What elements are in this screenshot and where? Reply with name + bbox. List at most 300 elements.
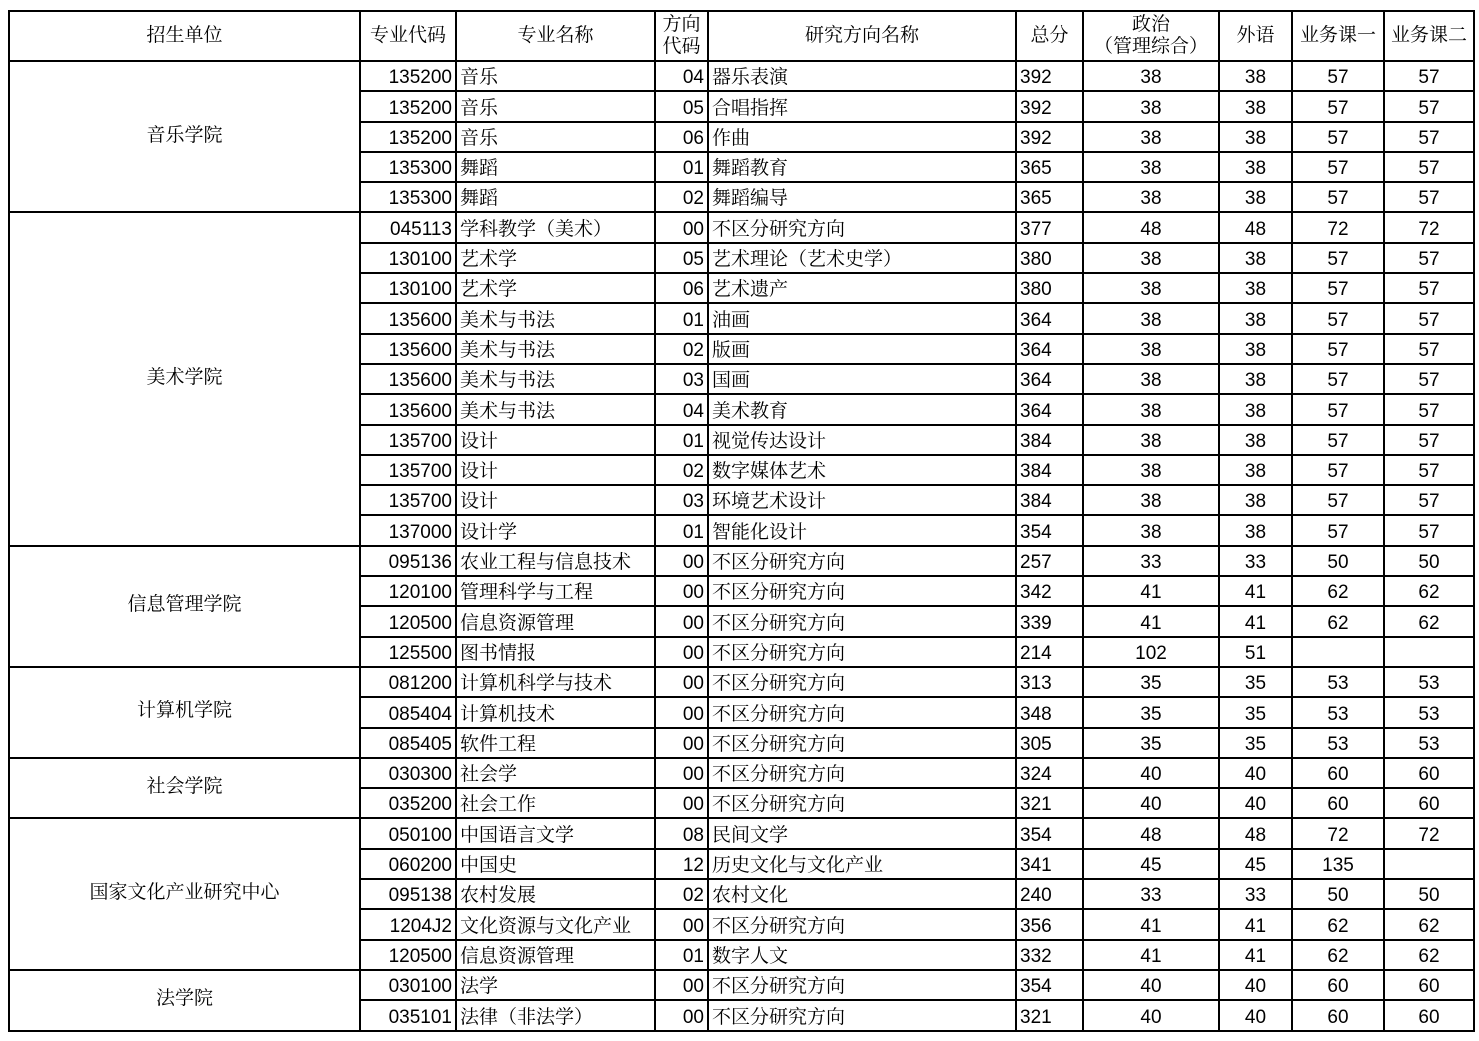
direction-code-cell: 00 [655, 576, 708, 606]
header-direction-code-line1: 方向 [662, 14, 701, 35]
major-code-cell: 135600 [360, 303, 456, 333]
course1-score-cell: 62 [1292, 940, 1384, 970]
major-code-cell: 135300 [360, 182, 456, 212]
total-score-cell: 332 [1016, 940, 1083, 970]
course2-score-cell: 62 [1384, 606, 1474, 636]
direction-code-cell: 00 [655, 728, 708, 758]
major-name-cell: 舞蹈 [456, 152, 655, 182]
direction-name-cell: 版画 [708, 334, 1016, 364]
foreign-language-score-cell: 35 [1219, 667, 1292, 697]
major-name-cell: 音乐 [456, 122, 655, 152]
direction-name-cell: 智能化设计 [708, 515, 1016, 545]
politics-score-cell: 41 [1083, 576, 1219, 606]
direction-code-cell: 00 [655, 606, 708, 636]
foreign-language-score-cell: 51 [1219, 637, 1292, 667]
direction-code-cell: 05 [655, 243, 708, 273]
major-name-cell: 社会工作 [456, 788, 655, 818]
total-score-cell: 392 [1016, 91, 1083, 121]
politics-score-cell: 40 [1083, 1000, 1219, 1030]
total-score-cell: 364 [1016, 303, 1083, 333]
foreign-language-score-cell: 38 [1219, 425, 1292, 455]
course2-score-cell: 57 [1384, 394, 1474, 424]
direction-code-cell: 01 [655, 303, 708, 333]
course2-score-cell: 53 [1384, 728, 1474, 758]
politics-score-cell: 41 [1083, 606, 1219, 636]
course1-score-cell: 57 [1292, 485, 1384, 515]
direction-code-cell: 03 [655, 364, 708, 394]
direction-code-cell: 01 [655, 940, 708, 970]
direction-code-cell: 08 [655, 818, 708, 848]
foreign-language-score-cell: 38 [1219, 394, 1292, 424]
politics-score-cell: 38 [1083, 61, 1219, 91]
course2-score-cell: 53 [1384, 667, 1474, 697]
direction-code-cell: 01 [655, 425, 708, 455]
course1-score-cell: 62 [1292, 606, 1384, 636]
total-score-cell: 257 [1016, 546, 1083, 576]
direction-name-cell: 不区分研究方向 [708, 728, 1016, 758]
total-score-cell: 342 [1016, 576, 1083, 606]
foreign-language-score-cell: 38 [1219, 334, 1292, 364]
major-code-cell: 135600 [360, 364, 456, 394]
header-unit: 招生单位 [9, 11, 360, 61]
major-code-cell: 085405 [360, 728, 456, 758]
course1-score-cell: 50 [1292, 879, 1384, 909]
total-score-cell: 365 [1016, 152, 1083, 182]
course2-score-cell: 60 [1384, 970, 1474, 1000]
direction-code-cell: 00 [655, 637, 708, 667]
major-code-cell: 130100 [360, 243, 456, 273]
header-row [9, 11, 1474, 61]
course1-score-cell: 57 [1292, 455, 1384, 485]
header-direction-code-line2: 代码 [662, 36, 701, 57]
direction-name-cell: 不区分研究方向 [708, 212, 1016, 242]
major-code-cell: 095136 [360, 546, 456, 576]
foreign-language-score-cell: 41 [1219, 606, 1292, 636]
major-code-cell: 135700 [360, 485, 456, 515]
total-score-cell: 321 [1016, 1000, 1083, 1030]
unit-cell: 社会学院 [9, 758, 360, 819]
foreign-language-score-cell: 38 [1219, 303, 1292, 333]
unit-cell: 信息管理学院 [9, 546, 360, 667]
direction-code-cell: 02 [655, 182, 708, 212]
major-code-cell: 120100 [360, 576, 456, 606]
course2-score-cell: 57 [1384, 425, 1474, 455]
course1-score-cell: 50 [1292, 546, 1384, 576]
direction-name-cell: 历史文化与文化产业 [708, 849, 1016, 879]
foreign-language-score-cell: 40 [1219, 788, 1292, 818]
direction-name-cell: 艺术理论（艺术史学） [708, 243, 1016, 273]
foreign-language-score-cell: 48 [1219, 212, 1292, 242]
course1-score-cell: 72 [1292, 818, 1384, 848]
total-score-cell: 392 [1016, 61, 1083, 91]
total-score-cell: 354 [1016, 970, 1083, 1000]
politics-score-cell: 38 [1083, 455, 1219, 485]
total-score-cell: 348 [1016, 697, 1083, 727]
total-score-cell: 364 [1016, 394, 1083, 424]
major-code-cell: 120500 [360, 606, 456, 636]
direction-code-cell: 02 [655, 455, 708, 485]
direction-name-cell: 农村文化 [708, 879, 1016, 909]
course1-score-cell: 57 [1292, 61, 1384, 91]
score-line-table [8, 10, 1475, 1032]
major-code-cell: 085404 [360, 697, 456, 727]
direction-code-cell: 01 [655, 152, 708, 182]
major-code-cell: 095138 [360, 879, 456, 909]
politics-score-cell: 38 [1083, 243, 1219, 273]
politics-score-cell: 48 [1083, 212, 1219, 242]
total-score-cell: 392 [1016, 122, 1083, 152]
course2-score-cell: 50 [1384, 879, 1474, 909]
major-code-cell: 035200 [360, 788, 456, 818]
politics-score-cell: 38 [1083, 91, 1219, 121]
foreign-language-score-cell: 38 [1219, 243, 1292, 273]
course1-score-cell: 60 [1292, 758, 1384, 788]
table-body [9, 61, 1474, 1031]
politics-score-cell: 41 [1083, 909, 1219, 939]
direction-code-cell: 12 [655, 849, 708, 879]
politics-score-cell: 38 [1083, 273, 1219, 303]
total-score-cell: 339 [1016, 606, 1083, 636]
politics-score-cell: 33 [1083, 546, 1219, 576]
course2-score-cell: 57 [1384, 273, 1474, 303]
foreign-language-score-cell: 38 [1219, 152, 1292, 182]
total-score-cell: 321 [1016, 788, 1083, 818]
course2-score-cell: 60 [1384, 788, 1474, 818]
major-code-cell: 050100 [360, 818, 456, 848]
politics-score-cell: 38 [1083, 394, 1219, 424]
direction-code-cell: 06 [655, 122, 708, 152]
politics-score-cell: 35 [1083, 667, 1219, 697]
direction-name-cell: 不区分研究方向 [708, 788, 1016, 818]
direction-code-cell: 04 [655, 61, 708, 91]
total-score-cell: 354 [1016, 818, 1083, 848]
direction-code-cell: 00 [655, 758, 708, 788]
total-score-cell: 377 [1016, 212, 1083, 242]
major-code-cell: 135600 [360, 394, 456, 424]
header-total: 总分 [1016, 11, 1083, 61]
major-name-cell: 艺术学 [456, 243, 655, 273]
politics-score-cell: 40 [1083, 970, 1219, 1000]
politics-score-cell: 35 [1083, 728, 1219, 758]
major-code-cell: 135200 [360, 61, 456, 91]
course1-score-cell: 135 [1292, 849, 1384, 879]
total-score-cell: 384 [1016, 455, 1083, 485]
politics-score-cell: 38 [1083, 334, 1219, 364]
total-score-cell: 380 [1016, 273, 1083, 303]
foreign-language-score-cell: 38 [1219, 91, 1292, 121]
foreign-language-score-cell: 38 [1219, 515, 1292, 545]
politics-score-cell: 38 [1083, 515, 1219, 545]
course1-score-cell: 57 [1292, 425, 1384, 455]
header-politics-line1: 政治 [1131, 14, 1170, 35]
major-name-cell: 美术与书法 [456, 394, 655, 424]
total-score-cell: 354 [1016, 515, 1083, 545]
major-name-cell: 文化资源与文化产业 [456, 909, 655, 939]
politics-score-cell: 33 [1083, 879, 1219, 909]
foreign-language-score-cell: 38 [1219, 455, 1292, 485]
unit-cell: 法学院 [9, 970, 360, 1031]
major-name-cell: 法律（非法学） [456, 1000, 655, 1030]
foreign-language-score-cell: 38 [1219, 61, 1292, 91]
politics-score-cell: 38 [1083, 152, 1219, 182]
direction-name-cell: 数字媒体艺术 [708, 455, 1016, 485]
course2-score-cell: 57 [1384, 61, 1474, 91]
course2-score-cell: 60 [1384, 758, 1474, 788]
major-name-cell: 设计 [456, 425, 655, 455]
politics-score-cell: 38 [1083, 182, 1219, 212]
major-name-cell: 图书情报 [456, 637, 655, 667]
major-name-cell: 管理科学与工程 [456, 576, 655, 606]
header-major-name: 专业名称 [456, 11, 655, 61]
major-code-cell: 045113 [360, 212, 456, 242]
direction-name-cell: 不区分研究方向 [708, 667, 1016, 697]
total-score-cell: 341 [1016, 849, 1083, 879]
foreign-language-score-cell: 35 [1219, 697, 1292, 727]
foreign-language-score-cell: 38 [1219, 182, 1292, 212]
course2-score-cell: 72 [1384, 818, 1474, 848]
major-name-cell: 设计学 [456, 515, 655, 545]
course1-score-cell: 57 [1292, 364, 1384, 394]
course1-score-cell: 60 [1292, 1000, 1384, 1030]
course1-score-cell: 60 [1292, 788, 1384, 818]
course2-score-cell: 57 [1384, 455, 1474, 485]
table-row [9, 667, 1474, 697]
direction-name-cell: 不区分研究方向 [708, 637, 1016, 667]
politics-score-cell: 41 [1083, 940, 1219, 970]
course1-score-cell: 62 [1292, 576, 1384, 606]
course1-score-cell: 60 [1292, 970, 1384, 1000]
total-score-cell: 313 [1016, 667, 1083, 697]
direction-code-cell: 05 [655, 91, 708, 121]
politics-score-cell: 48 [1083, 818, 1219, 848]
foreign-language-score-cell: 35 [1219, 728, 1292, 758]
politics-score-cell: 38 [1083, 364, 1219, 394]
direction-code-cell: 00 [655, 667, 708, 697]
major-name-cell: 计算机科学与技术 [456, 667, 655, 697]
course2-score-cell: 50 [1384, 546, 1474, 576]
table-row [9, 212, 1474, 242]
major-code-cell: 120500 [360, 940, 456, 970]
major-name-cell: 美术与书法 [456, 334, 655, 364]
course2-score-cell: 57 [1384, 152, 1474, 182]
direction-name-cell: 国画 [708, 364, 1016, 394]
course2-score-cell: 57 [1384, 364, 1474, 394]
foreign-language-score-cell: 38 [1219, 122, 1292, 152]
major-code-cell: 125500 [360, 637, 456, 667]
course1-score-cell: 57 [1292, 515, 1384, 545]
major-code-cell: 135200 [360, 122, 456, 152]
header-course2: 业务课二 [1384, 11, 1474, 61]
course1-score-cell: 57 [1292, 394, 1384, 424]
course1-score-cell: 57 [1292, 182, 1384, 212]
major-name-cell: 中国史 [456, 849, 655, 879]
course1-score-cell: 57 [1292, 273, 1384, 303]
header-major-code: 专业代码 [360, 11, 456, 61]
major-name-cell: 信息资源管理 [456, 940, 655, 970]
major-code-cell: 035101 [360, 1000, 456, 1030]
major-code-cell: 1204J2 [360, 909, 456, 939]
table-row [9, 970, 1474, 1000]
direction-code-cell: 00 [655, 697, 708, 727]
direction-name-cell: 数字人文 [708, 940, 1016, 970]
course1-score-cell: 57 [1292, 243, 1384, 273]
major-code-cell: 137000 [360, 515, 456, 545]
foreign-language-score-cell: 41 [1219, 576, 1292, 606]
direction-name-cell: 器乐表演 [708, 61, 1016, 91]
course2-score-cell [1384, 637, 1474, 667]
direction-name-cell: 不区分研究方向 [708, 909, 1016, 939]
course2-score-cell: 53 [1384, 697, 1474, 727]
course2-score-cell: 57 [1384, 485, 1474, 515]
major-name-cell: 法学 [456, 970, 655, 1000]
direction-code-cell: 03 [655, 485, 708, 515]
foreign-language-score-cell: 40 [1219, 758, 1292, 788]
major-name-cell: 社会学 [456, 758, 655, 788]
direction-name-cell: 民间文学 [708, 818, 1016, 848]
header-foreign-language: 外语 [1219, 11, 1292, 61]
course1-score-cell: 57 [1292, 91, 1384, 121]
course2-score-cell: 57 [1384, 334, 1474, 364]
total-score-cell: 305 [1016, 728, 1083, 758]
major-code-cell: 135600 [360, 334, 456, 364]
direction-name-cell: 美术教育 [708, 394, 1016, 424]
politics-score-cell: 38 [1083, 122, 1219, 152]
major-code-cell: 060200 [360, 849, 456, 879]
course2-score-cell: 57 [1384, 303, 1474, 333]
course2-score-cell: 62 [1384, 576, 1474, 606]
foreign-language-score-cell: 38 [1219, 485, 1292, 515]
major-name-cell: 中国语言文学 [456, 818, 655, 848]
major-name-cell: 学科教学（美术） [456, 212, 655, 242]
major-name-cell: 美术与书法 [456, 303, 655, 333]
direction-code-cell: 00 [655, 909, 708, 939]
course1-score-cell [1292, 637, 1384, 667]
unit-cell: 美术学院 [9, 212, 360, 545]
foreign-language-score-cell: 38 [1219, 364, 1292, 394]
total-score-cell: 380 [1016, 243, 1083, 273]
total-score-cell: 384 [1016, 485, 1083, 515]
major-name-cell: 农业工程与信息技术 [456, 546, 655, 576]
course1-score-cell: 53 [1292, 728, 1384, 758]
major-code-cell: 130100 [360, 273, 456, 303]
direction-name-cell: 不区分研究方向 [708, 546, 1016, 576]
unit-cell: 国家文化产业研究中心 [9, 818, 360, 969]
direction-name-cell: 不区分研究方向 [708, 606, 1016, 636]
major-name-cell: 计算机技术 [456, 697, 655, 727]
politics-score-cell: 102 [1083, 637, 1219, 667]
foreign-language-score-cell: 40 [1219, 1000, 1292, 1030]
politics-score-cell: 40 [1083, 758, 1219, 788]
direction-name-cell: 视觉传达设计 [708, 425, 1016, 455]
politics-score-cell: 38 [1083, 425, 1219, 455]
course2-score-cell: 62 [1384, 909, 1474, 939]
direction-name-cell: 不区分研究方向 [708, 758, 1016, 788]
foreign-language-score-cell: 40 [1219, 970, 1292, 1000]
course1-score-cell: 57 [1292, 303, 1384, 333]
direction-name-cell: 合唱指挥 [708, 91, 1016, 121]
foreign-language-score-cell: 33 [1219, 879, 1292, 909]
politics-score-cell: 38 [1083, 485, 1219, 515]
course1-score-cell: 57 [1292, 152, 1384, 182]
unit-cell: 计算机学院 [9, 667, 360, 758]
politics-score-cell: 45 [1083, 849, 1219, 879]
foreign-language-score-cell: 33 [1219, 546, 1292, 576]
major-code-cell: 030100 [360, 970, 456, 1000]
direction-code-cell: 01 [655, 515, 708, 545]
direction-name-cell: 舞蹈编导 [708, 182, 1016, 212]
table-row [9, 758, 1474, 788]
major-code-cell: 135200 [360, 91, 456, 121]
foreign-language-score-cell: 45 [1219, 849, 1292, 879]
direction-code-cell: 00 [655, 788, 708, 818]
unit-cell: 音乐学院 [9, 61, 360, 212]
direction-name-cell: 艺术遗产 [708, 273, 1016, 303]
course1-score-cell: 72 [1292, 212, 1384, 242]
header-direction-code [655, 11, 708, 61]
major-code-cell: 135300 [360, 152, 456, 182]
direction-name-cell: 不区分研究方向 [708, 576, 1016, 606]
major-name-cell: 舞蹈 [456, 182, 655, 212]
table-row [9, 61, 1474, 91]
major-name-cell: 音乐 [456, 61, 655, 91]
major-code-cell: 135700 [360, 455, 456, 485]
politics-score-cell: 38 [1083, 303, 1219, 333]
course2-score-cell: 57 [1384, 91, 1474, 121]
direction-name-cell: 不区分研究方向 [708, 970, 1016, 1000]
header-direction-name: 研究方向名称 [708, 11, 1016, 61]
table-row [9, 818, 1474, 848]
direction-code-cell: 02 [655, 879, 708, 909]
major-name-cell: 农村发展 [456, 879, 655, 909]
foreign-language-score-cell: 38 [1219, 273, 1292, 303]
course2-score-cell: 57 [1384, 515, 1474, 545]
major-name-cell: 美术与书法 [456, 364, 655, 394]
header-politics [1083, 11, 1219, 61]
foreign-language-score-cell: 48 [1219, 818, 1292, 848]
politics-score-cell: 35 [1083, 697, 1219, 727]
foreign-language-score-cell: 41 [1219, 909, 1292, 939]
major-code-cell: 030300 [360, 758, 456, 788]
course1-score-cell: 57 [1292, 334, 1384, 364]
direction-code-cell: 04 [655, 394, 708, 424]
direction-name-cell: 作曲 [708, 122, 1016, 152]
major-name-cell: 软件工程 [456, 728, 655, 758]
course2-score-cell: 57 [1384, 243, 1474, 273]
table-row [9, 546, 1474, 576]
course2-score-cell [1384, 849, 1474, 879]
total-score-cell: 214 [1016, 637, 1083, 667]
total-score-cell: 364 [1016, 364, 1083, 394]
major-name-cell: 设计 [456, 455, 655, 485]
major-name-cell: 艺术学 [456, 273, 655, 303]
course1-score-cell: 53 [1292, 697, 1384, 727]
course2-score-cell: 62 [1384, 940, 1474, 970]
course2-score-cell: 57 [1384, 182, 1474, 212]
total-score-cell: 364 [1016, 334, 1083, 364]
direction-code-cell: 00 [655, 212, 708, 242]
course2-score-cell: 60 [1384, 1000, 1474, 1030]
course1-score-cell: 62 [1292, 909, 1384, 939]
major-name-cell: 设计 [456, 485, 655, 515]
course2-score-cell: 57 [1384, 122, 1474, 152]
direction-code-cell: 02 [655, 334, 708, 364]
foreign-language-score-cell: 41 [1219, 940, 1292, 970]
direction-code-cell: 00 [655, 1000, 708, 1030]
header-politics-line2: （管理综合） [1093, 36, 1208, 57]
header-course1: 业务课一 [1292, 11, 1384, 61]
major-name-cell: 音乐 [456, 91, 655, 121]
total-score-cell: 356 [1016, 909, 1083, 939]
